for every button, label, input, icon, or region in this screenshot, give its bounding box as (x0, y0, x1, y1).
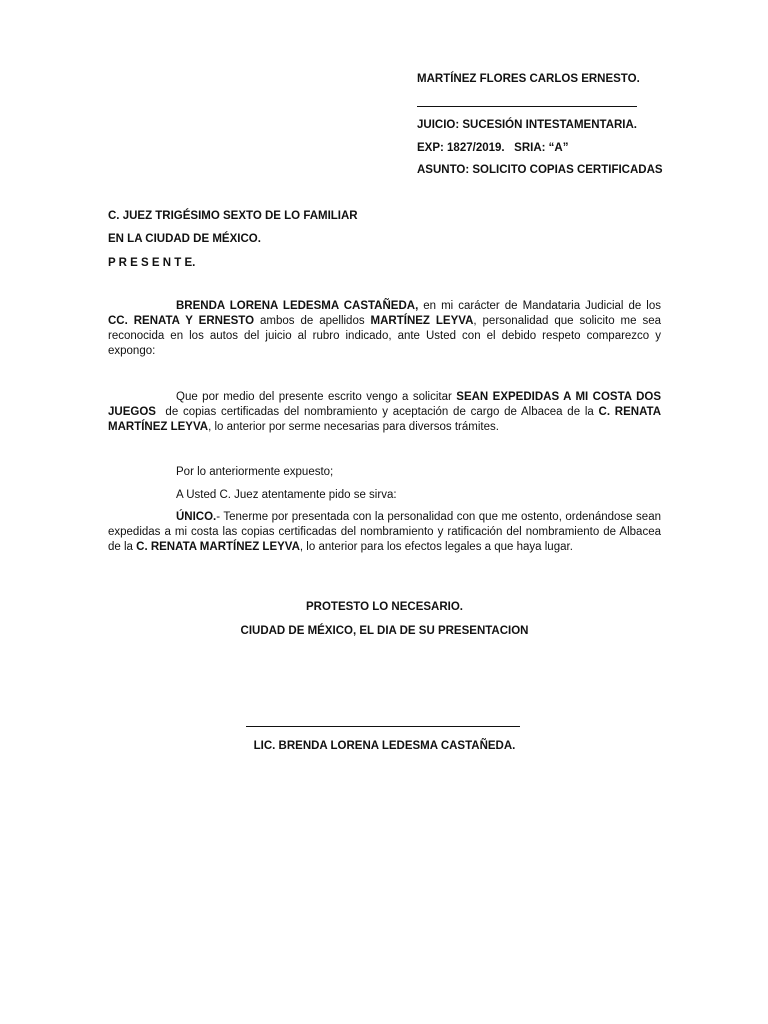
paragraph-text: , lo anterior para los efectos legales a que haya lugar. (299, 541, 573, 553)
signature-name: LIC. BRENDA LORENA LEDESMA CASTAÑEDA. (253, 740, 516, 752)
paragraph-text: ambos de apellidos (254, 315, 371, 327)
paragraph-unico (108, 510, 661, 555)
header-expediente: EXP: 1827/2019. SRIA: “A” (417, 142, 569, 154)
paragraph-text: de copias certificadas del nombramiento y aceptación de cargo de Albacea de la (155, 406, 599, 418)
header-signature-line (417, 106, 637, 107)
paragraph-text: - Tenerme por presentada con la personalidad con que me ostento, ordenándose sean expedidas a mi costa las copias certificadas del nombramiento y ratificación del nombramiento de Albacea de la (108, 511, 661, 553)
albacea-name: C. RENATA MARTÍNEZ LEYVA (136, 541, 300, 553)
albacea-name: C. RENATA MARTÍNEZ LEYVA (108, 406, 665, 433)
paragraph-text: , personalidad que solicito me sea reconocida en los autos del juicio al rubro indicado, ante Usted con el debido respeto comparezco y expongo: (108, 315, 662, 357)
header-name: MARTÍNEZ FLORES CARLOS ERNESTO. (417, 73, 640, 85)
closing-ciudad: CIUDAD DE MÉXICO, EL DIA DE SU PRESENTACION (240, 625, 529, 637)
paragraph-text: Que por medio del presente escrito vengo a solicitar (176, 391, 457, 403)
header-asunto: ASUNTO: SOLICITO COPIAS CERTIFICADAS (417, 164, 663, 176)
addressee-city: EN LA CIUDAD DE MÉXICO. (108, 233, 261, 245)
paragraph-pido: A Usted C. Juez atentamente pido se sirva: (176, 489, 397, 501)
heirs-names: CC. RENATA Y ERNESTO (108, 315, 255, 327)
promovente-name: BRENDA LORENA LEDESMA CASTAÑEDA, (176, 300, 419, 312)
closing-protesto: PROTESTO LO NECESARIO. (306, 601, 463, 613)
addressee-presente: P R E S E N T E. (108, 257, 196, 269)
addressee-judge: C. JUEZ TRIGÉSIMO SEXTO DE LO FAMILIAR (108, 210, 358, 222)
signature-line (246, 726, 520, 727)
header-juicio: JUICIO: SUCESIÓN INTESTAMENTARIA. (417, 119, 637, 131)
request-emphasis: SEAN EXPEDIDAS A MI COSTA DOS JUEGOS (108, 391, 665, 418)
paragraph-introduction (108, 299, 661, 359)
paragraph-expuesto: Por lo anteriormente expuesto; (176, 466, 334, 478)
paragraph-request (108, 390, 665, 435)
surname: MARTÍNEZ LEYVA (370, 315, 474, 327)
unico-label: ÚNICO. (176, 511, 217, 523)
paragraph-text: en mi carácter de Mandataria Judicial de los (418, 300, 661, 312)
paragraph-text: , lo anterior por serme necesarias para diversos trámites. (208, 421, 499, 433)
